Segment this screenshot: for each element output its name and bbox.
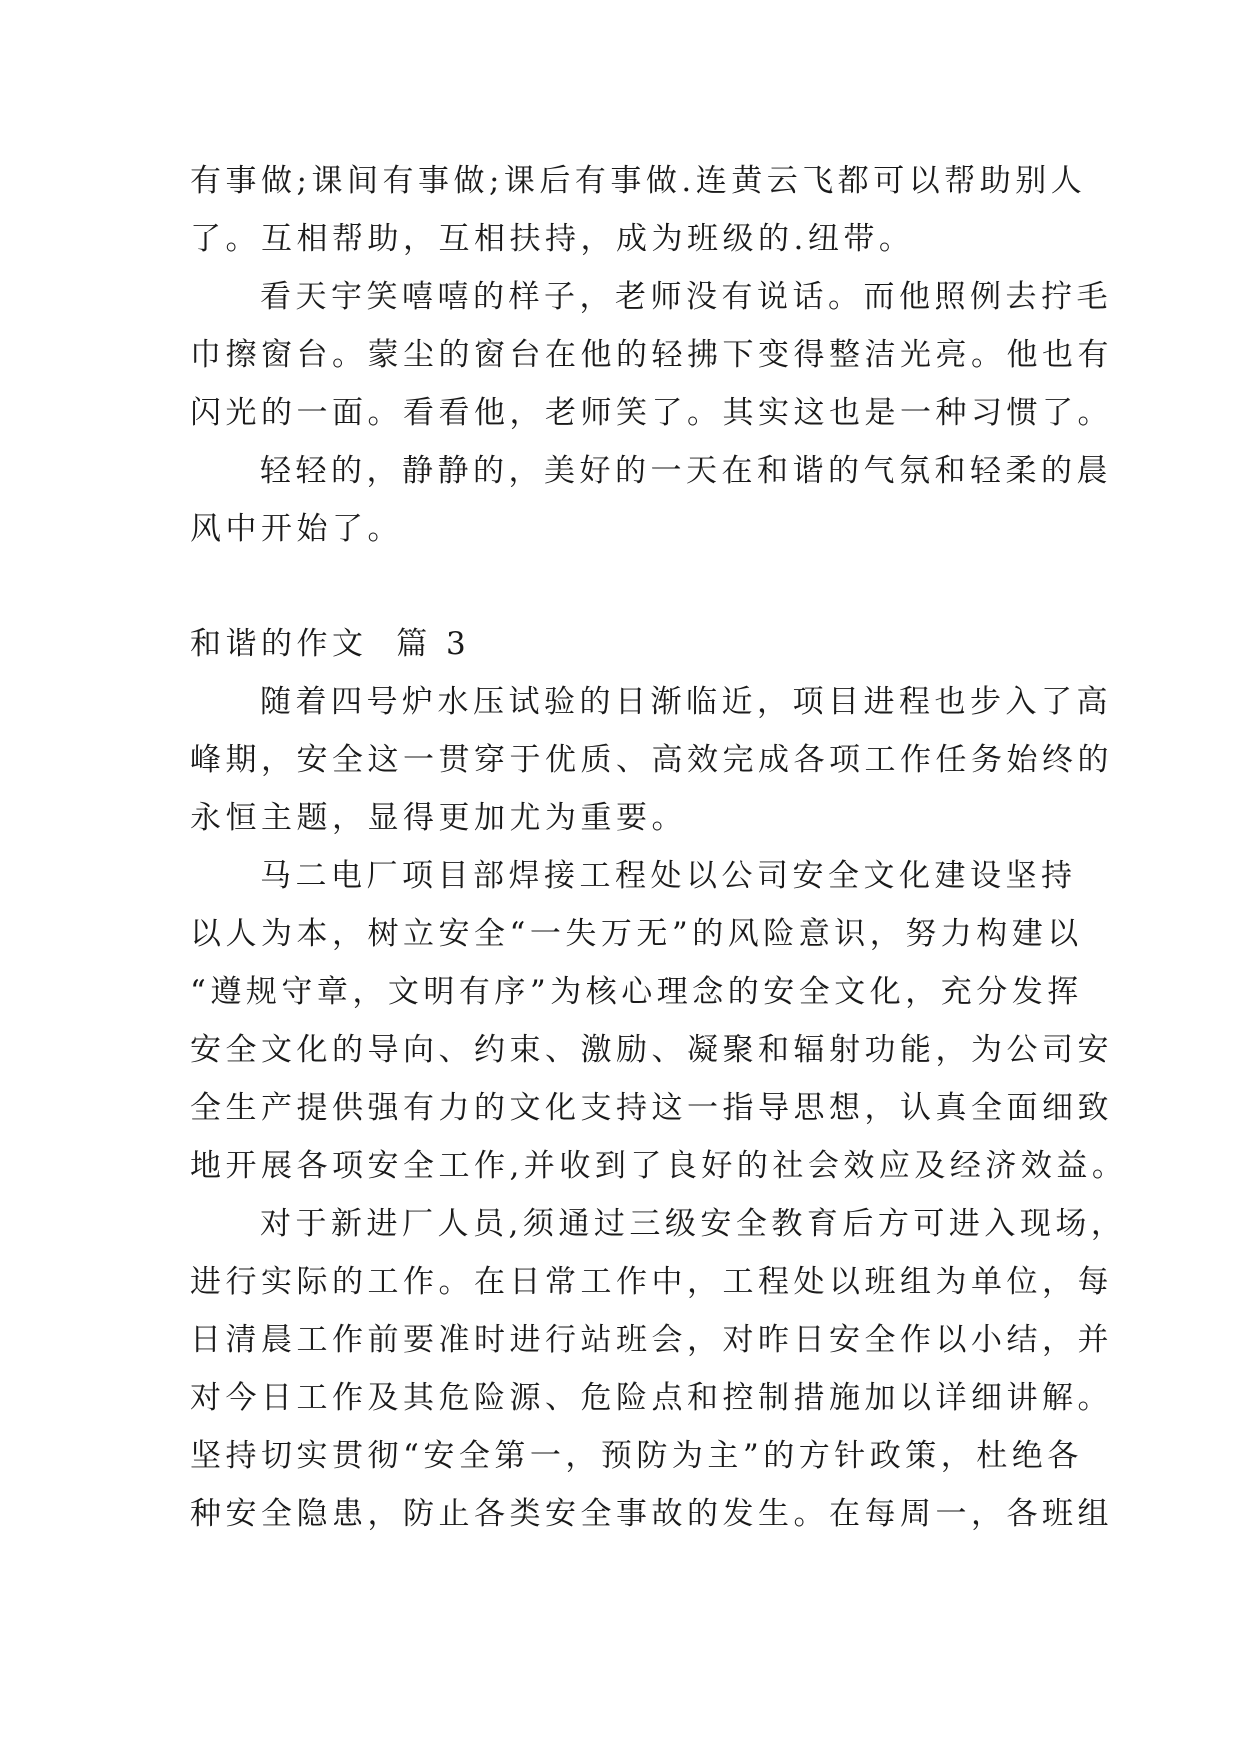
text-line: 了。互相帮助，互相扶持，成为班级的.纽带。 <box>190 221 915 257</box>
section-spacer <box>190 558 1070 615</box>
text-line: 风中开始了。 <box>190 511 403 547</box>
paragraph-2 <box>190 268 1113 442</box>
text-line: 地开展各项安全工作,并收到了良好的社会效应及经济效益。 <box>190 1148 1128 1184</box>
text-line: 安全文化的导向、约束、激励、凝聚和辐射功能，为公司安 <box>190 1032 1113 1068</box>
text-line: 闪光的一面。看看他，老师笑了。其实这也是一种习惯了。 <box>190 395 1113 431</box>
text-line: 峰期，安全这一贯穿于优质、高效完成各项工作任务始终的 <box>190 742 1113 778</box>
text-line: “遵规守章，文明有序”为核心理念的安全文化，充分发挥 <box>190 974 1083 1010</box>
text-line: 随着四号炉水压试验的日渐临近，项目进程也步入了高 <box>260 684 1112 720</box>
text-line: 对于新进厂人员,须通过三级安全教育后方可进入现场， <box>260 1206 1127 1242</box>
text-line: 日清晨工作前要准时进行站班会，对昨日安全作以小结，并 <box>190 1322 1113 1358</box>
text-line: 对今日工作及其危险源、危险点和控制措施加以详细讲解。 <box>190 1380 1113 1416</box>
text-line: 有事做;课间有事做;课后有事做.连黄云飞都可以帮助别人 <box>190 163 1087 199</box>
text-line: 进行实际的工作。在日常工作中，工程处以班组为单位，每 <box>190 1264 1113 1300</box>
section3-paragraph-3 <box>190 1195 1127 1543</box>
section-heading: 和谐的作文 篇 3 <box>190 626 471 662</box>
paragraph-3 <box>190 442 1112 558</box>
text-line: 以人为本，树立安全“一失万无”的风险意识，努力构建以 <box>190 916 1083 952</box>
text-line: 种安全隐患，防止各类安全事故的发生。在每周一，各班组 <box>190 1496 1113 1532</box>
text-line: 坚持切实贯彻“安全第一，预防为主”的方针政策，杜绝各 <box>190 1438 1083 1474</box>
paragraph-continuation-1 <box>190 152 1087 268</box>
text-line: 巾擦窗台。蒙尘的窗台在他的轻拂下变得整洁光亮。他也有 <box>190 337 1113 373</box>
text-line: 全生产提供强有力的文化支持这一指导思想，认真全面细致 <box>190 1090 1113 1126</box>
section3-paragraph-1 <box>190 673 1113 847</box>
text-line: 看天宇笑嘻嘻的样子，老师没有说话。而他照例去拧毛 <box>260 279 1112 315</box>
text-line: 永恒主题，显得更加尤为重要。 <box>190 800 687 836</box>
document-body <box>190 152 1128 1543</box>
section3-paragraph-2 <box>190 847 1128 1195</box>
text-line: 马二电厂项目部焊接工程处以公司安全文化建设坚持 <box>260 858 1077 894</box>
text-line: 轻轻的，静静的，美好的一天在和谐的气氛和轻柔的晨 <box>260 453 1112 489</box>
